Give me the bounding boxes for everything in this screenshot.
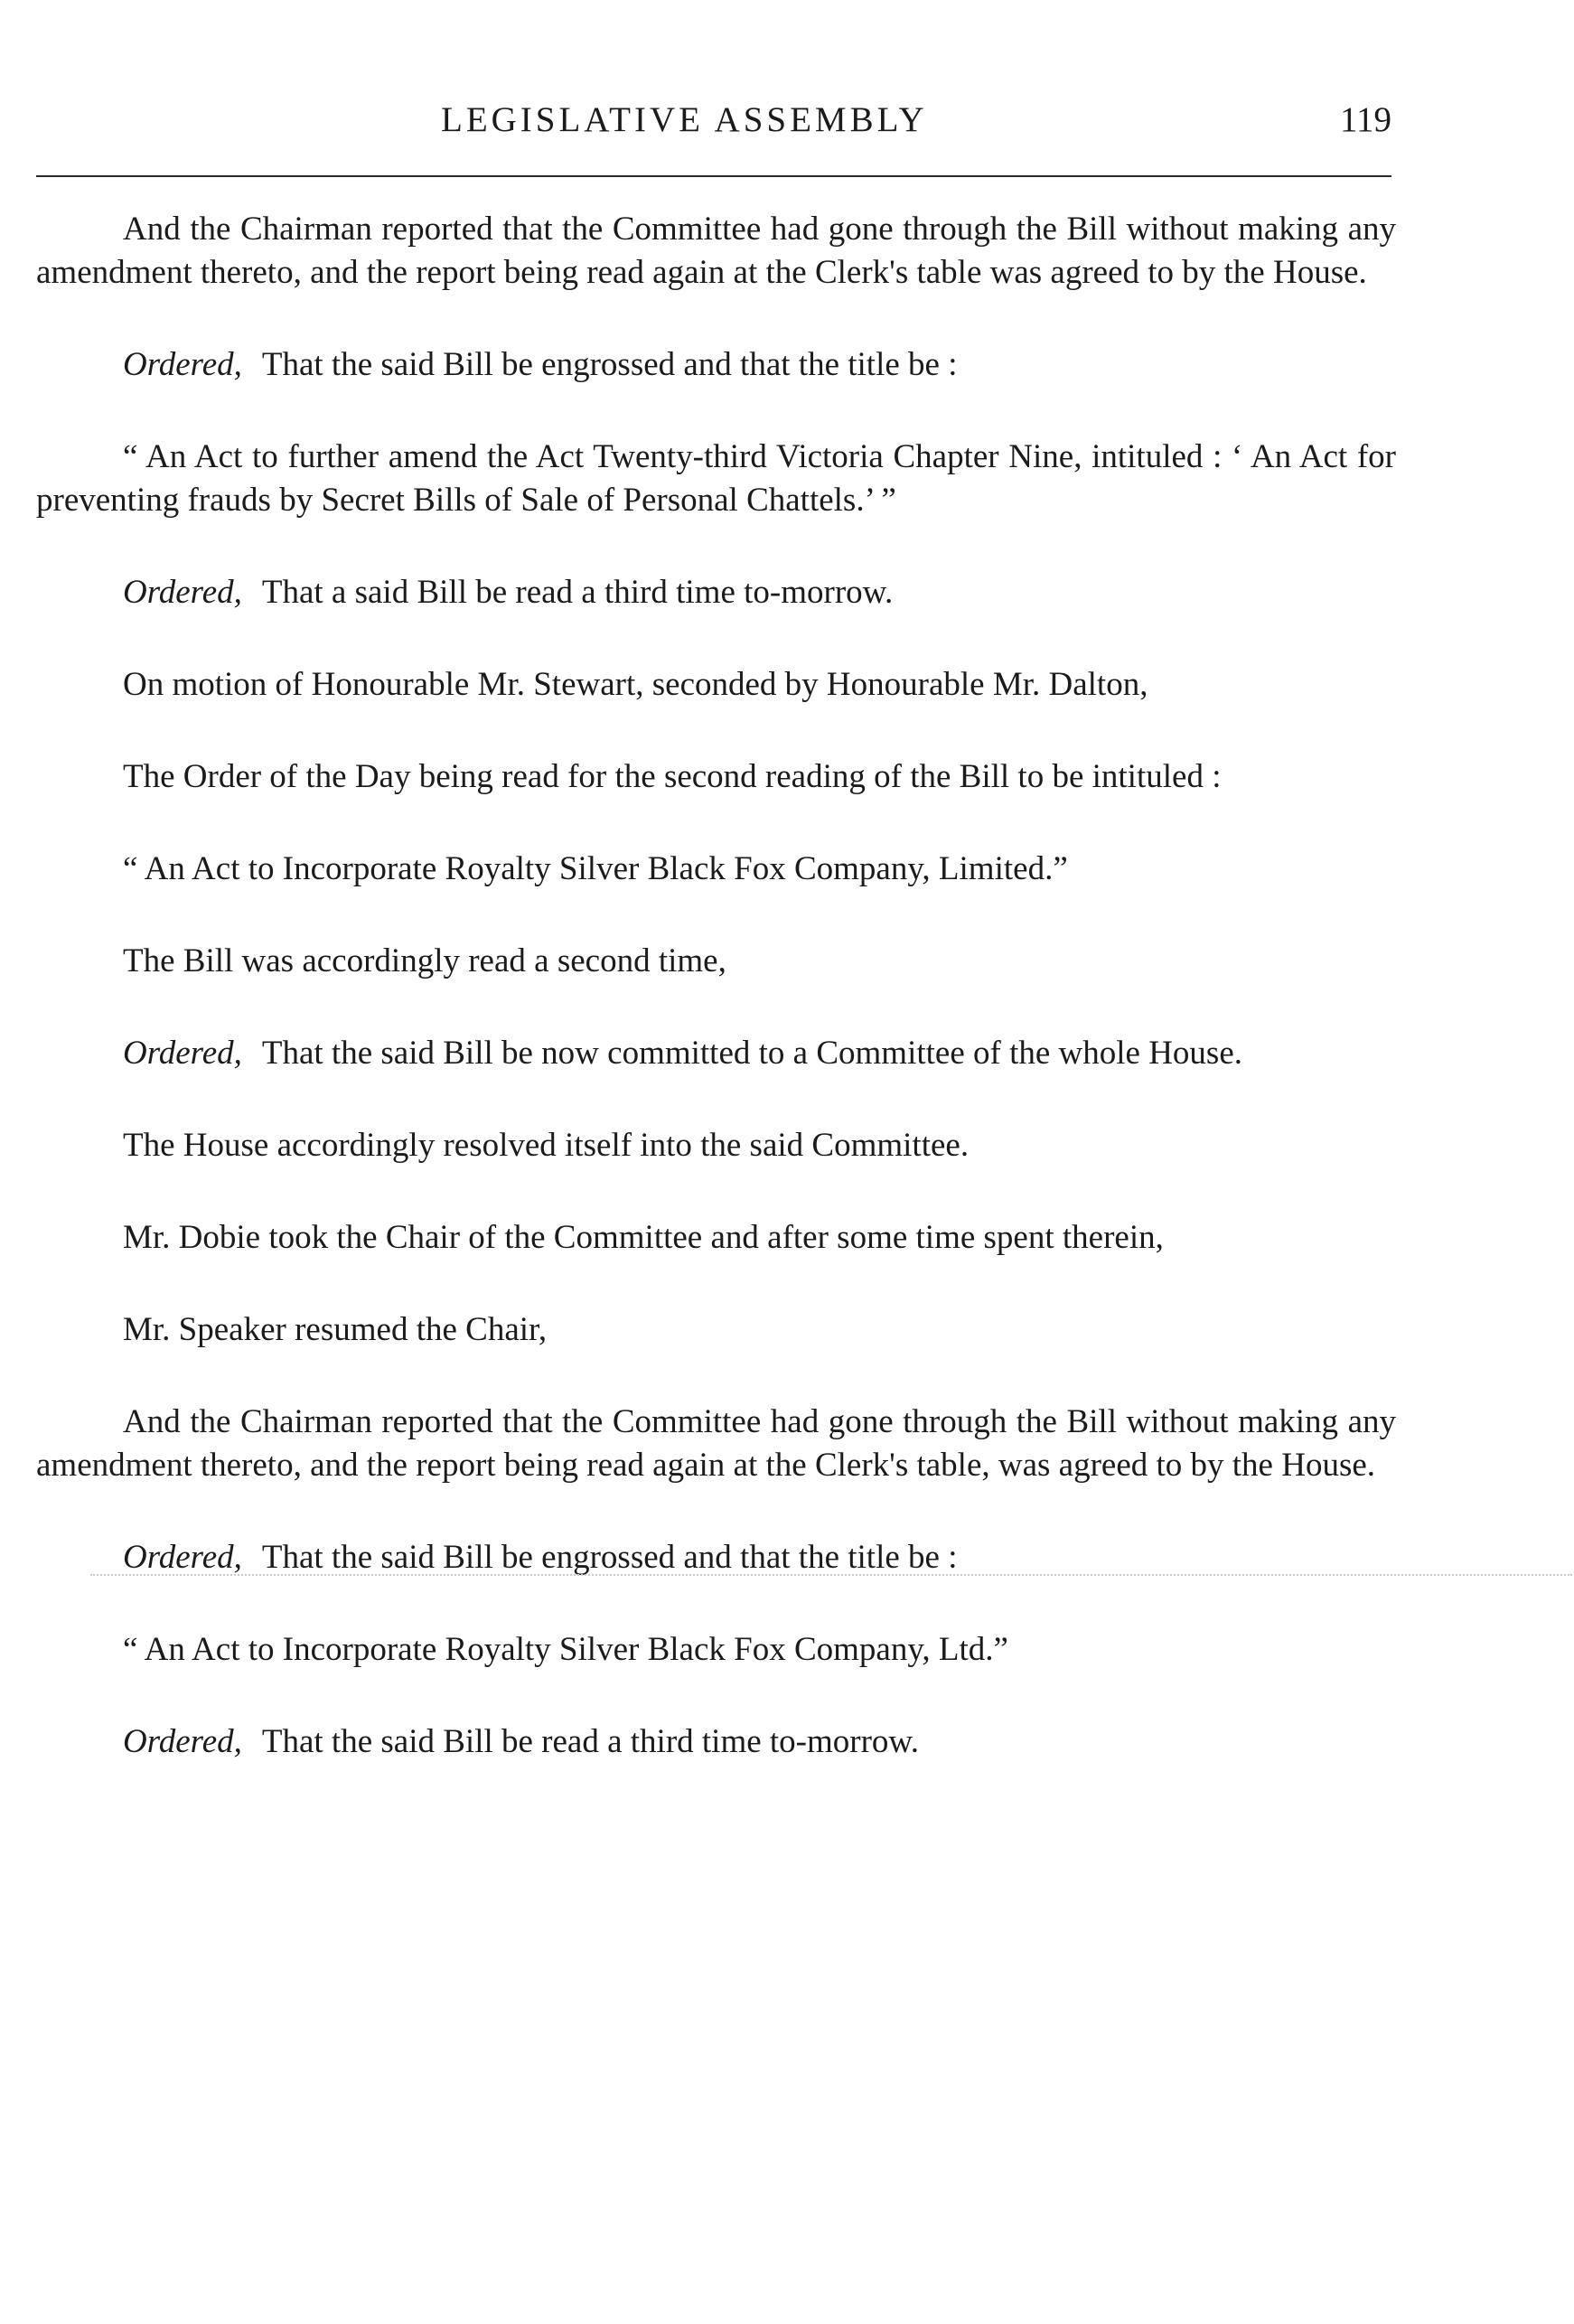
print-speckle-divider [90, 1574, 1572, 1576]
order-lead: Ordered, [123, 1539, 242, 1576]
order-lead: Ordered, [123, 346, 242, 383]
paragraph-house-resolved [36, 1124, 1396, 1167]
paragraph-order-third-reading-1 [36, 571, 1396, 614]
paragraph-text: That the said Bill be engrossed and that the title be : [261, 1539, 958, 1576]
paragraph-bill-title-fox-limited [36, 848, 1396, 891]
paragraph-motion [36, 663, 1396, 707]
paragraph-text: “ An Act to Incorporate Royalty Silver Black Fox Company, Ltd.” [123, 1631, 1008, 1668]
paragraph-order-committed [36, 1032, 1396, 1075]
paragraph-text: That the said Bill be engrossed and that the title be : [261, 346, 958, 383]
paragraph-chairman-report-2 [36, 1401, 1396, 1487]
paragraph-order-engrossed-1 [36, 343, 1396, 387]
paragraph-speaker-resumed [36, 1308, 1396, 1352]
paragraph-order-third-reading-2 [36, 1720, 1396, 1764]
paragraph-dobie-chair [36, 1216, 1396, 1260]
paragraph-text: The Order of the Day being read for the second reading of the Bill to be intituled : [123, 758, 1222, 795]
header-rule [36, 175, 1391, 177]
paragraph-text: The Bill was accordingly read a second time, [123, 942, 726, 979]
paragraph-text: On motion of Honourable Mr. Stewart, seconded by Honourable Mr. Dalton, [123, 666, 1148, 703]
order-lead: Ordered, [123, 1723, 242, 1760]
order-lead: Ordered, [123, 574, 242, 611]
paragraph-bill-title-fox-ltd [36, 1628, 1396, 1672]
paragraph-text: Mr. Speaker resumed the Chair, [123, 1311, 548, 1348]
paragraph-chairman-report-1 [36, 208, 1396, 295]
paragraph-order-of-day [36, 755, 1396, 799]
paragraph-text: Mr. Dobie took the Chair of the Committee and after some time spent therein, [123, 1219, 1164, 1256]
paragraph-text: “ An Act to Incorporate Royalty Silver Black Fox Company, Limited.” [123, 850, 1068, 887]
paragraph-text: And the Chairman reported that the Committee had gone through the Bill without making any amendment thereto, and the report being read again at the Clerk's table was agreed to by the House. [36, 211, 1396, 291]
order-lead: Ordered, [123, 1035, 242, 1072]
paragraph-text: “ An Act to further amend the Act Twenty-third Victoria Chapter Nine, intituled : ‘ An Act for preventing frauds by Secret Bills of Sale of Personal Chattels.’ ” [36, 438, 1396, 519]
running-title: LEGISLATIVE ASSEMBLY [441, 100, 928, 139]
running-head [36, 96, 1391, 150]
paragraph-text: That the said Bill be now committed to a Committee of the whole House. [261, 1035, 1242, 1072]
paragraph-second-reading [36, 940, 1396, 983]
page-number: 119 [1339, 100, 1391, 139]
paragraph-text: That the said Bill be read a third time to-morrow. [261, 1723, 919, 1760]
journal-body [36, 208, 1396, 1764]
paragraph-text: The House accordingly resolved itself into the said Committee. [123, 1127, 970, 1164]
paragraph-text: That a said Bill be read a third time to-morrow. [261, 574, 894, 611]
paragraph-text: And the Chairman reported that the Committee had gone through the Bill without making any amendment thereto, and the report being read again at the Clerk's table, was agreed to by the House. [36, 1403, 1396, 1484]
paragraph-bill-title-chattels [36, 436, 1396, 522]
paragraph-order-engrossed-2 [36, 1536, 1396, 1579]
